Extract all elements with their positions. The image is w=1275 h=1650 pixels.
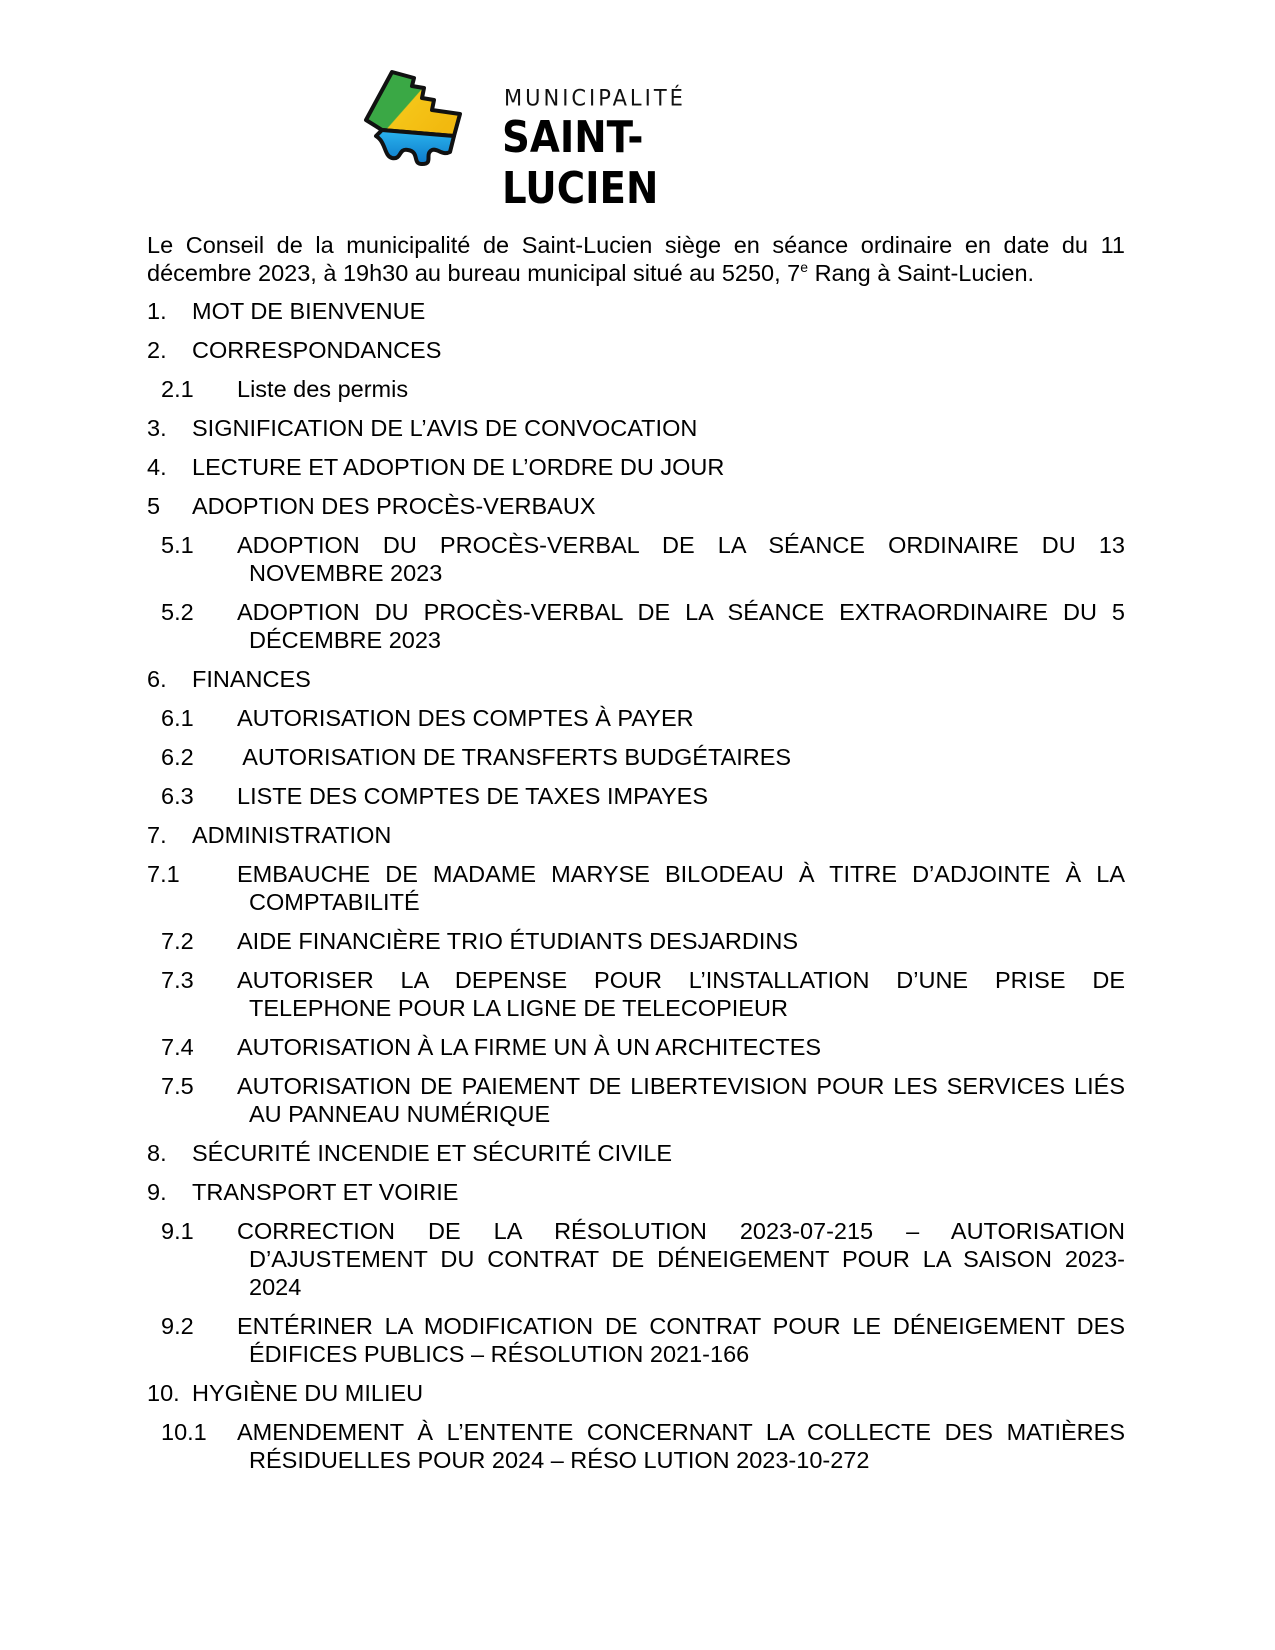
municipality-logo (362, 68, 802, 214)
agenda-item-5: 5 ADOPTION DES PROCÈS-VERBAUX (147, 493, 596, 519)
agenda-item-8: 8. SÉCURITÉ INCENDIE ET SÉCURITÉ CIVILE (147, 1140, 673, 1166)
agenda-item-7: 7. ADMINISTRATION (147, 822, 392, 848)
intro-paragraph (147, 231, 1125, 287)
agenda-item-7-4: 7.4 AUTORISATION À LA FIRME UN À UN ARCHITECTES (161, 1034, 822, 1060)
agenda-item-5-1: 5.1 ADOPTION DU PROCÈS-VERBAL DE LA SÉANCE ORDINAIRE DU 13 NOVEMBRE 2023 (161, 532, 1125, 586)
agenda-item-4: 4. LECTURE ET ADOPTION DE L’ORDRE DU JOUR (147, 454, 725, 480)
agenda-item-7-1: 7.1 EMBAUCHE DE MADAME MARYSE BILODEAU À TITRE D’ADJOINTE À LA COMPTABILITÉ (147, 861, 1125, 915)
logo-title: SAINT-LUCIEN (502, 112, 659, 214)
agenda-item-10: 10. HYGIÈNE DU MILIEU (147, 1380, 424, 1406)
intro-text-end: Rang à Saint-Lucien. (808, 260, 1035, 286)
agenda-item-2-1: 2.1 Liste des permis (161, 376, 409, 402)
intro-superscript: e (800, 259, 809, 275)
intro-text: Le Conseil de la municipalité de Saint-Lucien siège en séance ordinaire en date du 11 décembre 2023, à 19h30 au bureau municipal situé au 5250, 7 (147, 232, 1125, 286)
agenda-item-1: 1. MOT DE BIENVENUE (147, 298, 426, 324)
logo-subtitle: MUNICIPALITÉ (504, 85, 686, 111)
agenda-item-7-5: 7.5 AUTORISATION DE PAIEMENT DE LIBERTEVISION POUR LES SERVICES LIÉS AU PANNEAU NUMÉRIQUE (161, 1073, 1125, 1127)
agenda-item-3: 3. SIGNIFICATION DE L’AVIS DE CONVOCATION (147, 415, 698, 441)
agenda-item-6-3: 6.3 LISTE DES COMPTES DE TAXES IMPAYES (161, 783, 708, 809)
agenda-item-6: 6. FINANCES (147, 666, 311, 692)
agenda-item-7-3: 7.3 AUTORISER LA DEPENSE POUR L’INSTALLATION D’UNE PRISE DE TELEPHONE POUR LA LIGNE DE TELECOPIEUR (161, 967, 1125, 1021)
puzzle-piece-logo-icon (362, 68, 482, 168)
agenda-item-2: 2. CORRESPONDANCES (147, 337, 442, 363)
agenda-document (147, 231, 1125, 1485)
agenda-item-9-2: 9.2 ENTÉRINER LA MODIFICATION DE CONTRAT POUR LE DÉNEIGEMENT DES ÉDIFICES PUBLICS – RÉSOLUTION 2021-166 (161, 1313, 1125, 1367)
agenda-item-6-1: 6.1 AUTORISATION DES COMPTES À PAYER (161, 705, 694, 731)
agenda-item-6-2: 6.2 AUTORISATION DE TRANSFERTS BUDGÉTAIRES (161, 744, 792, 770)
agenda-item-7-2: 7.2 AIDE FINANCIÈRE TRIO ÉTUDIANTS DESJARDINS (161, 928, 799, 954)
agenda-item-5-2: 5.2 ADOPTION DU PROCÈS-VERBAL DE LA SÉANCE EXTRAORDINAIRE DU 5 DÉCEMBRE 2023 (161, 599, 1125, 653)
agenda-item-9: 9. TRANSPORT ET VOIRIE (147, 1179, 459, 1205)
agenda-item-10-1: 10.1 AMENDEMENT À L’ENTENTE CONCERNANT LA COLLECTE DES MATIÈRES RÉSIDUELLES POUR 2024 – RÉSO LUTION 2023-10-272 (161, 1419, 1125, 1473)
agenda-item-9-1: 9.1 CORRECTION DE LA RÉSOLUTION 2023-07-215 – AUTORISATION D’AJUSTEMENT DU CONTRAT DE DÉNEIGEMENT POUR LA SAISON 2023-2024 (161, 1218, 1125, 1300)
